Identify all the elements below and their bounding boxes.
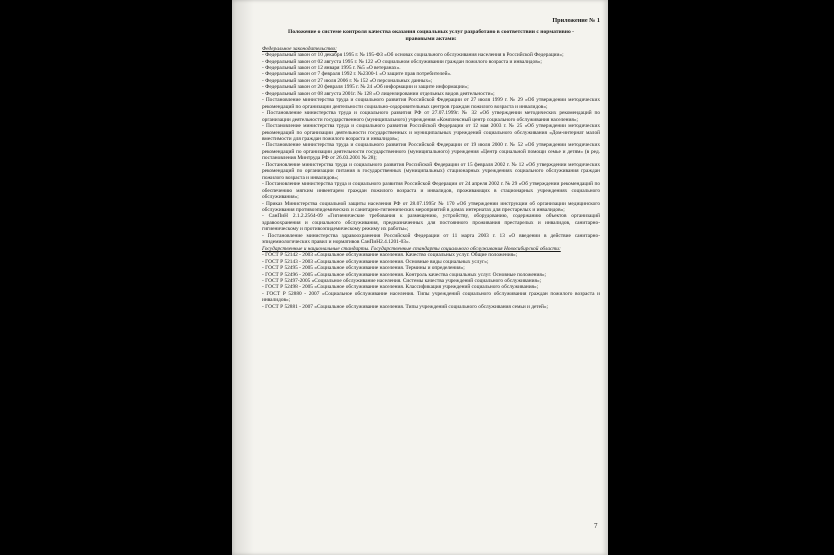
page-content (262, 18, 600, 310)
standard-item: - ГОСТ Р 52495 - 2005 «Социальное обслуживание населения. Термины и определения»; (262, 265, 465, 272)
appendix-label: Приложение № 1 (552, 17, 600, 24)
federal-law-item: - Постановление министерства труда и социального развития РФ от 27.07.1999г. № 32 «Об утверждении методических рекомендаций по организации деятельности государственного (муниципального) учреждения «Комплексный центр социального обслуживания населения»; (262, 110, 600, 123)
standard-item: - ГОСТ Р 52497-2005 «Социальное обслуживание населения. Системы качества учреждений социального обслуживания»; (262, 277, 542, 284)
federal-law-item: - Федеральный закон от 08 августа 2001г. № 128 «О лицензировании отдельных видов деятельности»; (262, 90, 495, 97)
standard-item: - ГОСТ Р 52142 - 2003 «Социальное обслуживание населения. Качество социальных услуг. Общие положения»; (262, 252, 518, 259)
section-heading-standards: Государственные и национальные стандарты. Государственные стандарты социального обслуживания Новосибирской области: (262, 245, 561, 252)
federal-law-item: - Постановление министерства труда и социального развития Российской Федерации от 12 мая 2003 г. № 25 «Об утверждении методических рекомендаций по организации деятельности государственных и муниципальных учреждений социального обслуживания «Дом-интернат малой вместимости для граждан пожилого возраста и инвалидов»; (262, 123, 600, 142)
federal-law-item: - Постановление министерства труда и социального развития Российской Федерации от 19 июля 2000 г. № 52 «Об утверждении методических рекомендаций по организации деятельности государственного (муниципального) учреждения «Центр социальной помощи семье и детям» (в ред. постановления Минтруда РФ от 26.03.2001 № 28); (262, 142, 600, 162)
section-heading-federal: Федеральное законодательство: (262, 45, 337, 52)
federal-law-item: - Федеральный закон от 12 января 1995 г. №5 «О ветеранах». (262, 65, 401, 71)
federal-law-item: - Постановление министерства труда и социального развития Российской Федерации от 27 июля 1999 г. № 29 «Об утверждении методических рекомендаций по организации деятельности социально-оздоровительных центров граждан пожилого возраста и инвалидов»; (262, 97, 600, 110)
federal-law-item: - Постановление министерства труда и социального развития Российской Федерации от 24 апреля 2002 г. № 29 «Об утверждении рекомендаций по обеспечению мягким инвентарем граждан пожилого возраста и инвалидов, проживающих в стационарных учреждениях социального обслуживания»; (262, 181, 600, 201)
federal-law-item: - Федеральный закон от 7 февраля 1992 г. №2300-1 «О защите прав потребителей». (262, 71, 452, 78)
standards-list (262, 252, 600, 310)
page-number: 7 (594, 522, 598, 530)
standard-item: - ГОСТ Р 52880 - 2007 «Социальное обслуживание населения. Типы учреждений социального обслуживания граждан пожилого возраста и инвалидов»; (262, 290, 600, 304)
federal-law-item: - СанПиН 2.1.2.2564-09 «Гигиенические требования к размещению, устройству, оборудованию, содержанию объектов организаций здравоохранения и социального обслуживания, предназначенных для постоянного проживания престарелых и инвалидов, санитарно- гигиеническому и противоэпидемическому режиму их работы»; (262, 213, 600, 233)
federal-law-item: - Федеральный закон от 10 декабря 1995 г. № 195-ФЗ «Об основах социального обслуживания населения в Российской Федерации»; (262, 52, 564, 59)
document-title: Положение о системе контроля качества оказания социальных услуг разработано в соответствии с нормативно - правовыми актами: (287, 29, 575, 43)
federal-law-item: - Федеральный закон от 27 июля 2006 г. № 152 «О персональных данных»; (262, 77, 433, 84)
page-edge-shadow (232, 0, 254, 555)
standard-item: - ГОСТ Р 52881 - 2007 «Социальное обслуживание населения. Типы учреждений социального обслуживания семьи и детей»; (262, 303, 549, 310)
federal-law-item: - Федеральный закон от 02 августа 1995 г. № 122 «О социальном обслуживании граждан пожилого возраста и инвалидов»; (262, 58, 542, 65)
federal-law-item: - Постановление министерства здравоохранения Российской Федерации от 11 марта 2003 г. 13 «О введении в действие санитарно-эпидемиологических правил и нормативов СанПиН2.4.1201-03». (262, 232, 600, 246)
federal-law-item: - Приказ Министерства социальной защиты населения РФ от 28.07.1995г № 170 «Об утверждении инструкции об организации медицинского обслуживания противоэпидемических и санитарно-гигиенических мероприятий в домах интернатах для престарелых и инвалидов»; (262, 200, 600, 213)
standard-item: - ГОСТ Р 52143 - 2003 «Социальное обслуживание населения. Основные виды социальных услуг»; (262, 258, 489, 265)
document-page (232, 0, 608, 555)
federal-legislation-list (262, 52, 600, 246)
standard-item: - ГОСТ Р 52498 - 2005 «Социальное обслуживание населения. Классификация учреждений социального обслуживания»; (262, 284, 539, 291)
federal-law-item: - Постановление министерства труда и социального развития Российской Федерации от 15 февраля 2002 г. № 12 «Об утверждении методических рекомендаций по организации питания в государственных (муниципальных) стационарных учреждениях социального обслуживания граждан пожилого возраста и инвалидов»; (262, 161, 600, 181)
standard-item: - ГОСТ Р 52496 - 2005 «Социальное обслуживание населения. Контроль качества социальных услуг. Основные положения»; (262, 271, 547, 278)
federal-law-item: - Федеральный закон от 20 февраля 1995 г. № 24 «Об информации и защите информации»; (262, 84, 469, 91)
